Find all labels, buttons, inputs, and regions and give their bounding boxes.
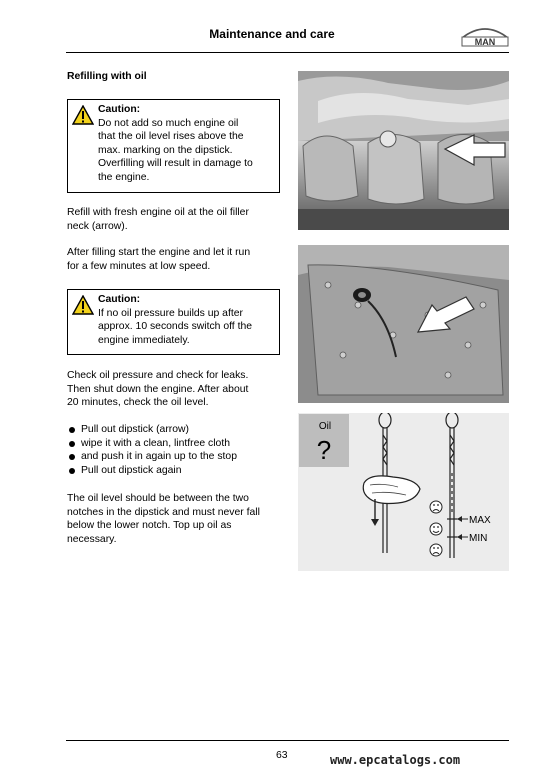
list-item <box>67 437 289 451</box>
paragraph-refill <box>67 206 289 233</box>
caution-line: the engine. <box>98 171 150 183</box>
caution-line: approx. 10 seconds switch off the <box>98 321 253 333</box>
list-item-text: and push it in again up to the stop <box>81 451 237 463</box>
dipstick-diagram <box>298 413 509 571</box>
warning-icon <box>72 105 94 125</box>
caution-line: engine immediately. <box>98 334 190 346</box>
text-line: After filling start the engine and let it run <box>67 247 251 258</box>
list-item <box>67 450 289 464</box>
logo-text: MAN <box>474 37 496 47</box>
watermark-link[interactable]: www.epcatalogs.com <box>330 753 461 767</box>
engine-oil-filler-photo <box>298 71 509 230</box>
happy-face-icon <box>430 523 442 535</box>
bullet-icon <box>69 454 75 460</box>
text-line: below the lower notch. Top up oil as <box>67 520 232 532</box>
question-mark: ? <box>316 435 332 465</box>
text-line: The oil level should be between the two <box>67 493 249 504</box>
page-header-title: Maintenance and care <box>209 27 335 41</box>
min-label: MIN <box>469 533 488 544</box>
caution-title: Caution: <box>98 294 141 305</box>
caution-line: max. marking on the dipstick. <box>98 144 233 156</box>
paragraph-oil-level <box>67 492 289 546</box>
text-line: notches in the dipstick and must never fall <box>67 506 260 518</box>
paragraph-after-filling <box>67 246 289 273</box>
oil-label: Oil <box>318 421 332 432</box>
section-title: Refilling with oil <box>67 71 147 82</box>
caution-title: Caution: <box>98 104 141 115</box>
text-line: necessary. <box>67 533 117 545</box>
caution-box-overfill <box>67 99 280 193</box>
bullet-icon <box>69 468 75 474</box>
max-label: MAX <box>469 515 491 526</box>
bullet-icon <box>69 441 75 447</box>
bullet-list <box>67 423 289 477</box>
man-logo <box>459 24 511 48</box>
page-number: 63 <box>276 750 288 761</box>
oil-dipstick-photo <box>298 245 509 403</box>
text-line: for a few minutes at low speed. <box>67 260 211 272</box>
paragraph-check-pressure <box>67 369 289 410</box>
text-line: Refill with fresh engine oil at the oil filler <box>67 207 249 218</box>
text-line: 20 minutes, check the oil level. <box>67 397 209 409</box>
warning-icon <box>72 295 94 315</box>
list-item-text: wipe it with a clean, lintfree cloth <box>81 437 231 449</box>
list-item-text: Pull out dipstick again <box>81 464 182 476</box>
text-line: neck (arrow). <box>67 220 128 232</box>
caution-line: that the oil level rises above the <box>98 131 244 143</box>
caution-line: If no oil pressure builds up after <box>98 307 243 319</box>
header-rule <box>66 52 509 53</box>
list-item <box>67 423 289 437</box>
caution-line: Do not add so much engine oil <box>98 117 239 129</box>
sad-face-icon <box>430 501 442 513</box>
footer-rule <box>66 740 509 741</box>
caution-line: Overfilling will result in damage to <box>98 158 253 170</box>
sad-face-icon <box>430 544 442 556</box>
bullet-icon <box>69 427 75 433</box>
list-item-text: Pull out dipstick (arrow) <box>81 424 189 435</box>
list-item <box>67 464 289 478</box>
caution-box-oil-pressure <box>67 289 280 355</box>
text-line: Then shut down the engine. After about <box>67 383 249 395</box>
text-line: Check oil pressure and check for leaks. <box>67 370 249 381</box>
